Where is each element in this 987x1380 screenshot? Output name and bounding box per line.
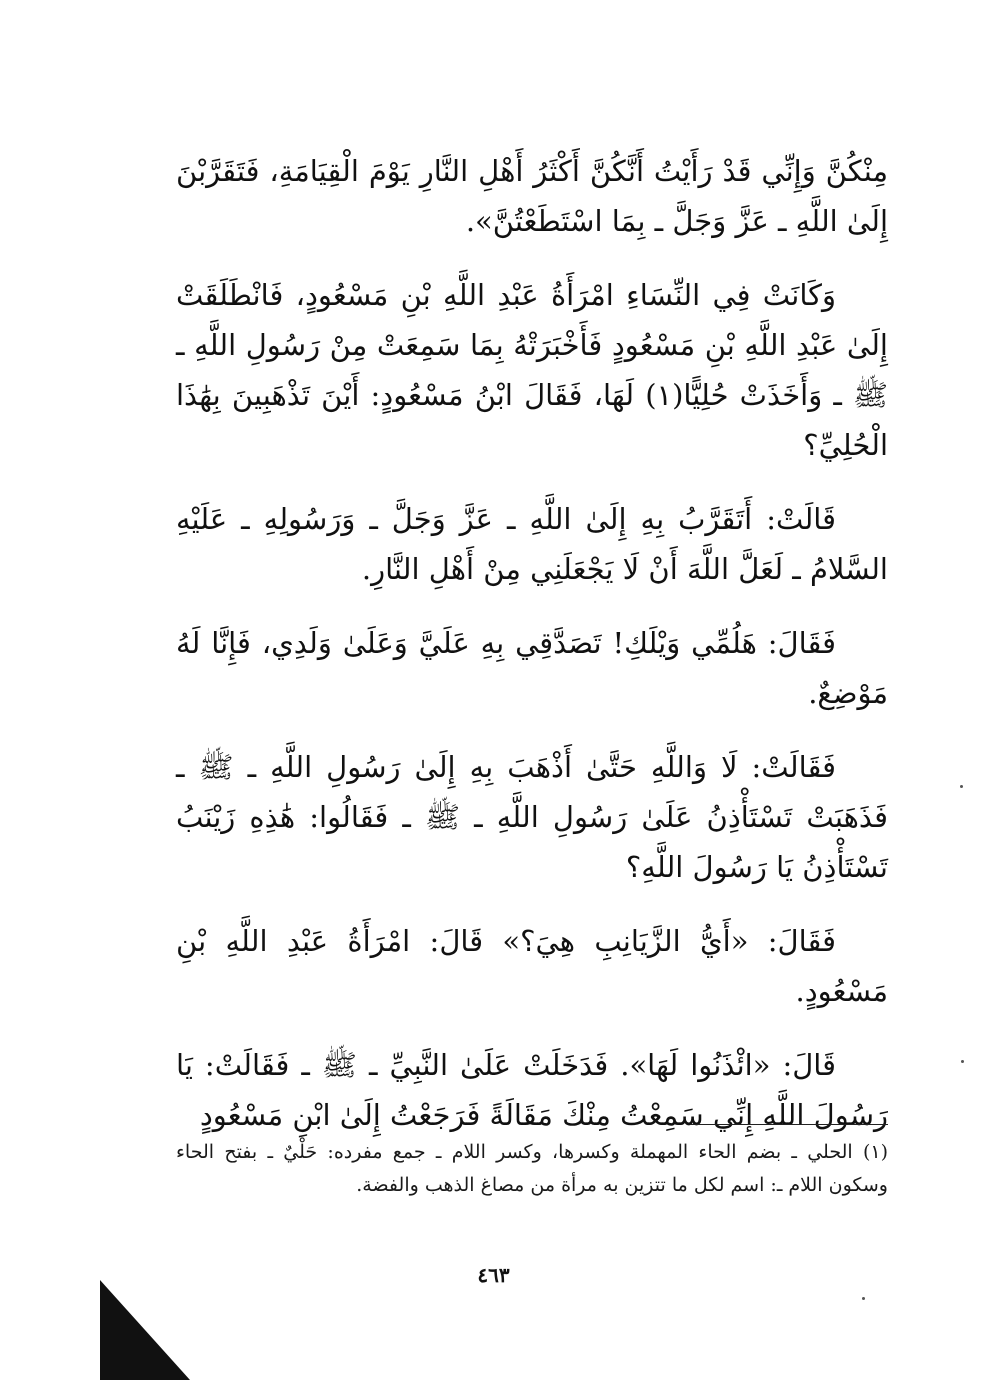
footnote: (١) الحلي ـ بضم الحاء المهملة وكسرها، وكسر اللام ـ جمع مفرده: حَلْيٌ ـ بفتح الحاء وسكون اللام ـ: اسم لكل ما تتزين به مرأة من مصاغ الذهب والفضة. xyxy=(176,1141,888,1196)
page-number: ٤٦٣ xyxy=(477,1263,510,1287)
scan-speck xyxy=(961,1060,964,1063)
scan-speck xyxy=(862,1297,865,1300)
paragraph-6: فَقَالَ: «أَيُّ الزَّيَانِبِ هِيَ؟» قَالَ: امْرَأَةُ عَبْدِ اللَّهِ بْنِ مَسْعُودٍ. xyxy=(176,924,888,1008)
footnote-separator xyxy=(690,1124,888,1125)
paragraph-1: مِنْكُنَّ وَإِنِّي قَدْ رَأَيْتُ أَنَّكُنَّ أَكْثَرُ أَهْلِ النَّارِ يَوْمَ الْقِيَامَةِ، فَتَقَرَّبْنَ إِلَىٰ اللَّهِ ـ عَزَّ وَجَلَّ ـ بِمَا اسْتَطَعْتُنَّ». xyxy=(176,154,888,238)
paragraph-4: فَقَالَ: هَلُمِّي وَيْلَكِ! تَصَدَّقِي بِهِ عَلَيَّ وَعَلَىٰ وَلَدِي، فَإِنَّا لَهُ مَوْضِعٌ. xyxy=(176,626,888,710)
paragraph-5: فَقَالَتْ: لَا وَاللَّهِ حَتَّىٰ أَذْهَبَ بِهِ إِلَىٰ رَسُولِ اللَّهِ ـ ﷺ ـ فَذَهَبَتْ تَسْتَأْذِنُ عَلَىٰ رَسُولِ اللَّهِ ـ ﷺ ـ فَقَالُوا: هَٰذِهِ زَيْنَبُ تَسْتَأْذِنُ يَا رَسُولَ اللَّهِ؟ xyxy=(176,750,888,884)
main-text xyxy=(176,146,888,1164)
scan-corner-shadow xyxy=(100,1280,190,1380)
paragraph-2: وَكَانَتْ فِي النِّسَاءِ امْرَأَةُ عَبْدِ اللَّهِ بْنِ مَسْعُودٍ، فَانْطَلَقَتْ إِلَىٰ عَبْدِ اللَّهِ بْنِ مَسْعُودٍ فَأَخْبَرَتْهُ بِمَا سَمِعَتْ مِنْ رَسُولِ اللَّهِ ـ ﷺ ـ وَأَخَذَتْ حُلِيًّا(١) لَهَا، فَقَالَ ابْنُ مَسْعُودٍ: أَيْنَ تَذْهَبِينَ بِهَٰذَا الْحُلِيِّ؟ xyxy=(176,278,889,462)
paragraph-7: قَالَ: «ائْذَنُوا لَهَا». فَدَخَلَتْ عَلَىٰ النَّبِيِّ ـ ﷺ ـ فَقَالَتْ: يَا رَسُولَ اللَّهِ إِنِّي سَمِعْتُ مِنْكَ مَقَالَةً فَرَجَعْتُ إِلَىٰ ابْنِ مَسْعُودٍ xyxy=(176,1048,888,1132)
scan-speck xyxy=(960,785,963,788)
paragraph-3: قَالَتْ: أَتَقَرَّبُ بِهِ إِلَىٰ اللَّهِ ـ عَزَّ وَجَلَّ ـ وَرَسُولِهِ ـ عَلَيْهِ السَّلامُ ـ لَعَلَّ اللَّهَ أَنْ لَا يَجْعَلَنِي مِنْ أَهْلِ النَّارِ. xyxy=(176,502,888,586)
